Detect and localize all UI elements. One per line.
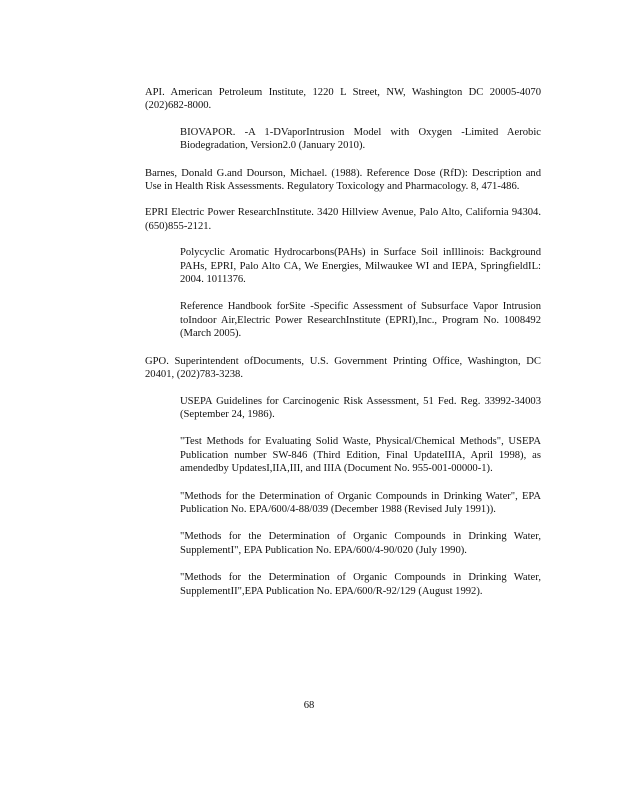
reference-epri-pahs: Polycyclic Aromatic Hydrocarbons(PAHs) in Surface Soil inIllinois: Background PAHs, EPRI, Palo Alto CA, We Energies, Milwaukee WI and IEPA, SpringfieldIL: 2004. 1011376. [180,247,541,286]
reference-api: API. American Petroleum Institute, 1220 L Street, NW, Washington DC 20005-4070 (202)682-8000. [145,87,541,112]
reference-sw846: "Test Methods for Evaluating Solid Waste, Physical/Chemical Methods", USEPA Publication number SW-846 (Third Edition, Final UpdateIIIA, April 1998), as amendedby UpdatesI,IIA,III, and IIIA (Document No. 955-001-00000-1). [180,436,541,475]
reference-gpo: GPO. Superintendent ofDocuments, U.S. Government Printing Office, Washington, DC 20401, (202)783-3238. [145,355,541,381]
page-number: 68 [303,700,315,711]
reference-drinking-water-supplement-1: "Methods for the Determination of Organic Compounds in Drinking Water, SupplementI", EPA Publication No. EPA/600/4-90/020 (July 1990). [180,531,541,556]
reference-biovapor: BIOVAPOR. -A 1-DVaporIntrusion Model with Oxygen -Limited Aerobic Biodegradation, Version2.0 (January 2010). [180,126,541,152]
reference-epri: EPRI Electric Power ResearchInstitute. 3420 Hillview Avenue, Palo Alto, California 94304. (650)855-2121. [145,207,541,232]
reference-barnes-dourson: Barnes, Donald G.and Dourson, Michael. (1988). Reference Dose (RfD): Description and Use in Health Risk Assessments. Regulatory Toxicology and Pharmacology. 8, 471-486. [145,167,541,193]
reference-list [145,86,541,612]
reference-usepa-carcinogenic: USEPA Guidelines for Carcinogenic Risk Assessment, 51 Fed. Reg. 33992-34003 (September 24, 1986). [180,395,541,420]
reference-drinking-water-supplement-2: "Methods for the Determination of Organic Compounds in Drinking Water, SupplementII",EPA Publication No. EPA/600/R-92/129 (August 1992). [180,572,541,597]
reference-drinking-water-1988: "Methods for the Determination of Organic Compounds in Drinking Water", EPA Publication No. EPA/600/4-88/039 (December 1988 (Revised July 1991)). [180,490,541,515]
reference-epri-vapor-handbook: Reference Handbook forSite -Specific Assessment of Subsurface Vapor Intrusion toIndoor Air,Electric Power ResearchInstitute (EPRI),Inc., Program No. 1008492 (March 2005). [180,301,541,340]
